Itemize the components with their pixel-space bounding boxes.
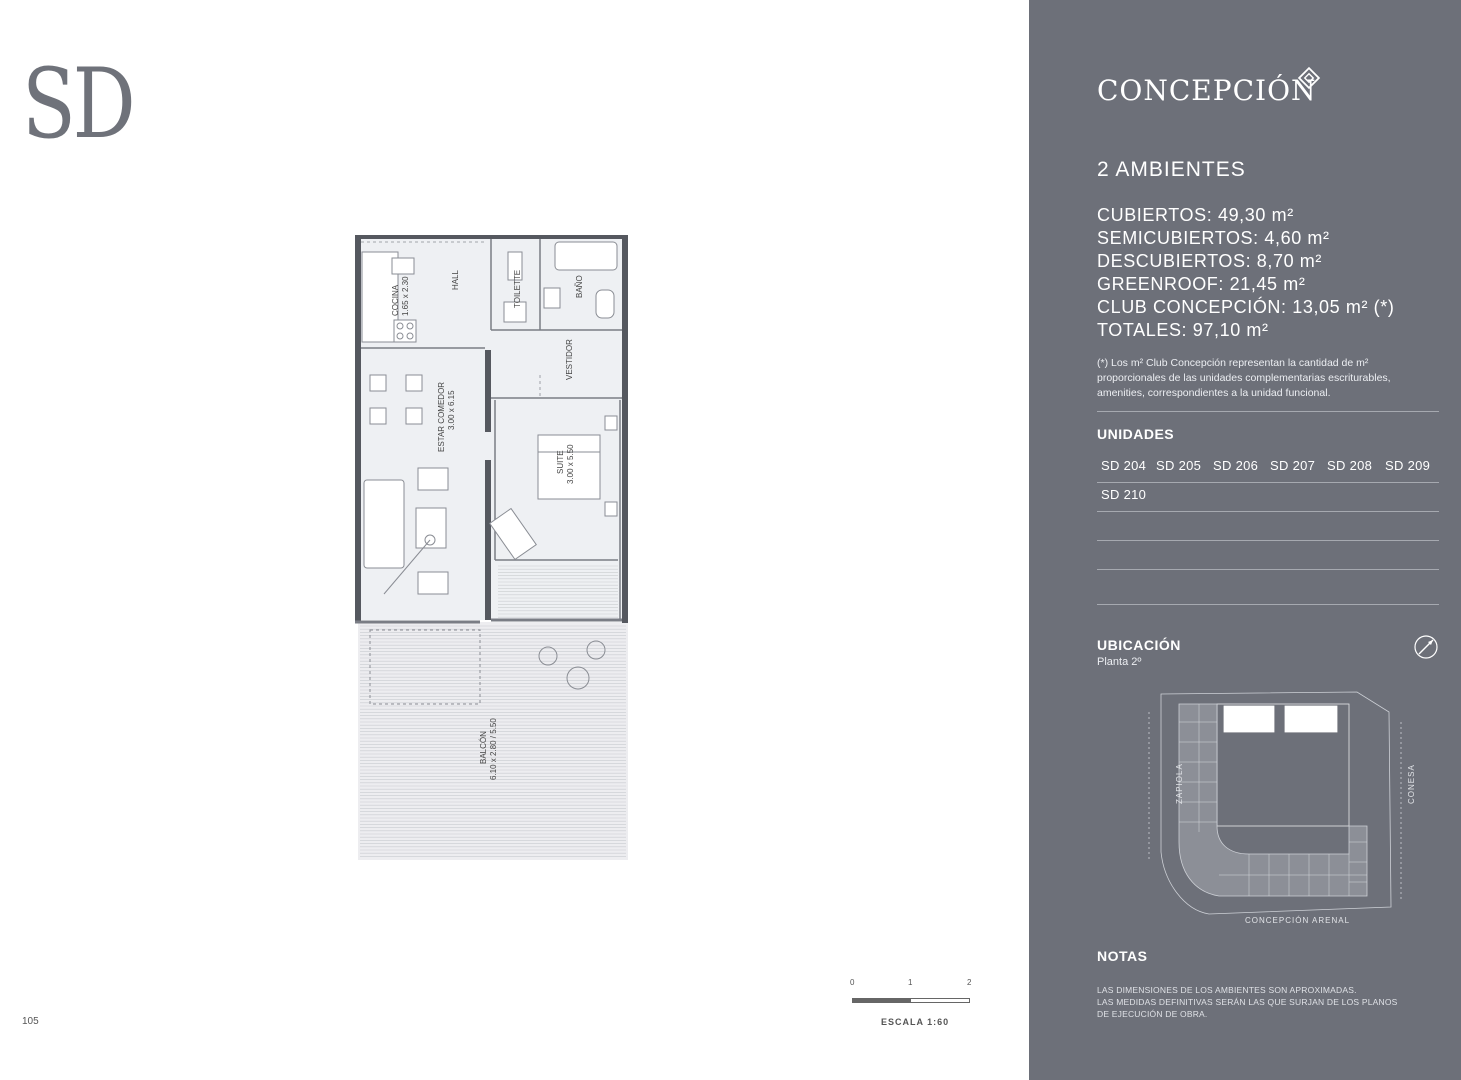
unit-cell[interactable]: SD 210 [1101, 487, 1147, 502]
info-panel [1029, 0, 1461, 1080]
unidades-row [1097, 454, 1439, 483]
label-estar-dim: 3.00 x 6.15 [447, 390, 456, 430]
label-bano: BAÑO [575, 275, 584, 298]
nota-line: DE EJECUCIÓN DE OBRA. [1097, 1009, 1208, 1019]
footnote: (*) Los m² Club Concepción representan la cantidad de m² proporcionales de las unidades complementarias escriturables, amenities, correspondientes a la unidad funcional. [1097, 357, 1391, 399]
street-conesa: CONESA [1407, 764, 1416, 804]
unit-cell[interactable]: SD 209 [1385, 458, 1431, 473]
planta-label: Planta 2º [1097, 656, 1142, 668]
street-concepcion-arenal: CONCEPCIÓN ARENAL [1245, 916, 1351, 925]
wall-right [622, 235, 628, 623]
area-totales: TOTALES: 97,10 m² [1097, 320, 1269, 340]
label-toilette: TOILETTE [513, 269, 522, 308]
label-estar: ESTAR COMEDOR [437, 381, 446, 452]
unidades-row [1097, 483, 1439, 512]
label-balcon: BALCÓN [479, 731, 488, 764]
notas-title: NOTAS [1097, 948, 1148, 964]
unit-cell[interactable]: SD 207 [1270, 458, 1316, 473]
label-vestidor: VESTIDOR [565, 339, 574, 380]
scale-tick-0: 0 [850, 978, 855, 987]
nota-line: LAS DIMENSIONES DE LOS AMBIENTES SON APROXIMADAS. [1097, 985, 1357, 995]
scale-label: ESCALA 1:60 [881, 1017, 950, 1027]
scale-tick-1: 1 [908, 978, 913, 987]
floor-plan [350, 230, 635, 870]
unit-cell[interactable]: SD 205 [1156, 458, 1202, 473]
scale-bar [848, 978, 973, 1028]
brand-title: CONCEPCIÓN [1097, 74, 1317, 107]
sd-logo: SD [22, 48, 133, 160]
label-suite-dim: 3.00 x 5.50 [566, 444, 575, 484]
nota-line: LAS MEDIDAS DEFINITIVAS SERÁN LAS QUE SURJAN DE LOS PLANOS [1097, 997, 1398, 1007]
ubicacion-title: UBICACIÓN [1097, 637, 1181, 653]
unidades-row [1097, 512, 1439, 541]
notas-text [1097, 984, 1427, 1020]
page-number: 105 [22, 1016, 39, 1027]
unit-cell[interactable]: SD 204 [1101, 458, 1147, 473]
area-greenroof: GREENROOF: 21,45 m² [1097, 274, 1306, 294]
unit-cell[interactable]: SD 208 [1327, 458, 1373, 473]
label-cocina: COCINA [391, 284, 400, 316]
diamond-logo-icon [1297, 66, 1321, 90]
label-hall: HALL [451, 269, 460, 290]
north-arrow-icon [1413, 634, 1439, 660]
wall-top [355, 235, 628, 239]
area-cubiertos: CUBIERTOS: 49,30 m² [1097, 205, 1294, 225]
wall-mid [485, 350, 491, 432]
area-semicubiertos: SEMICUBIERTOS: 4,60 m² [1097, 228, 1330, 248]
wall-left [355, 235, 361, 623]
areas-list [1097, 204, 1394, 342]
area-club: CLUB CONCEPCIÓN: 13,05 m² (*) [1097, 297, 1395, 317]
label-suite: SUITE [556, 450, 565, 474]
label-cocina-dim: 1.65 x 2.30 [401, 276, 410, 316]
unidades-row [1097, 541, 1439, 570]
unidades-row [1097, 570, 1439, 605]
area-descubiertos: DESCUBIERTOS: 8,70 m² [1097, 251, 1322, 271]
scale-tick-2: 2 [967, 978, 972, 987]
unidades-table [1097, 454, 1439, 605]
divider [1097, 411, 1439, 412]
site-plan [1139, 682, 1419, 932]
unidades-title: UNIDADES [1097, 426, 1175, 442]
subtitle: 2 AMBIENTES [1097, 158, 1246, 181]
street-zapiola: ZAPIOLA [1175, 763, 1184, 804]
scale-bar-graphic [852, 998, 970, 1003]
unit-cell[interactable]: SD 206 [1213, 458, 1259, 473]
wall-mid-2 [485, 460, 491, 620]
label-balcon-dim: 6.10 x 2.80 / 5.50 [489, 718, 498, 780]
